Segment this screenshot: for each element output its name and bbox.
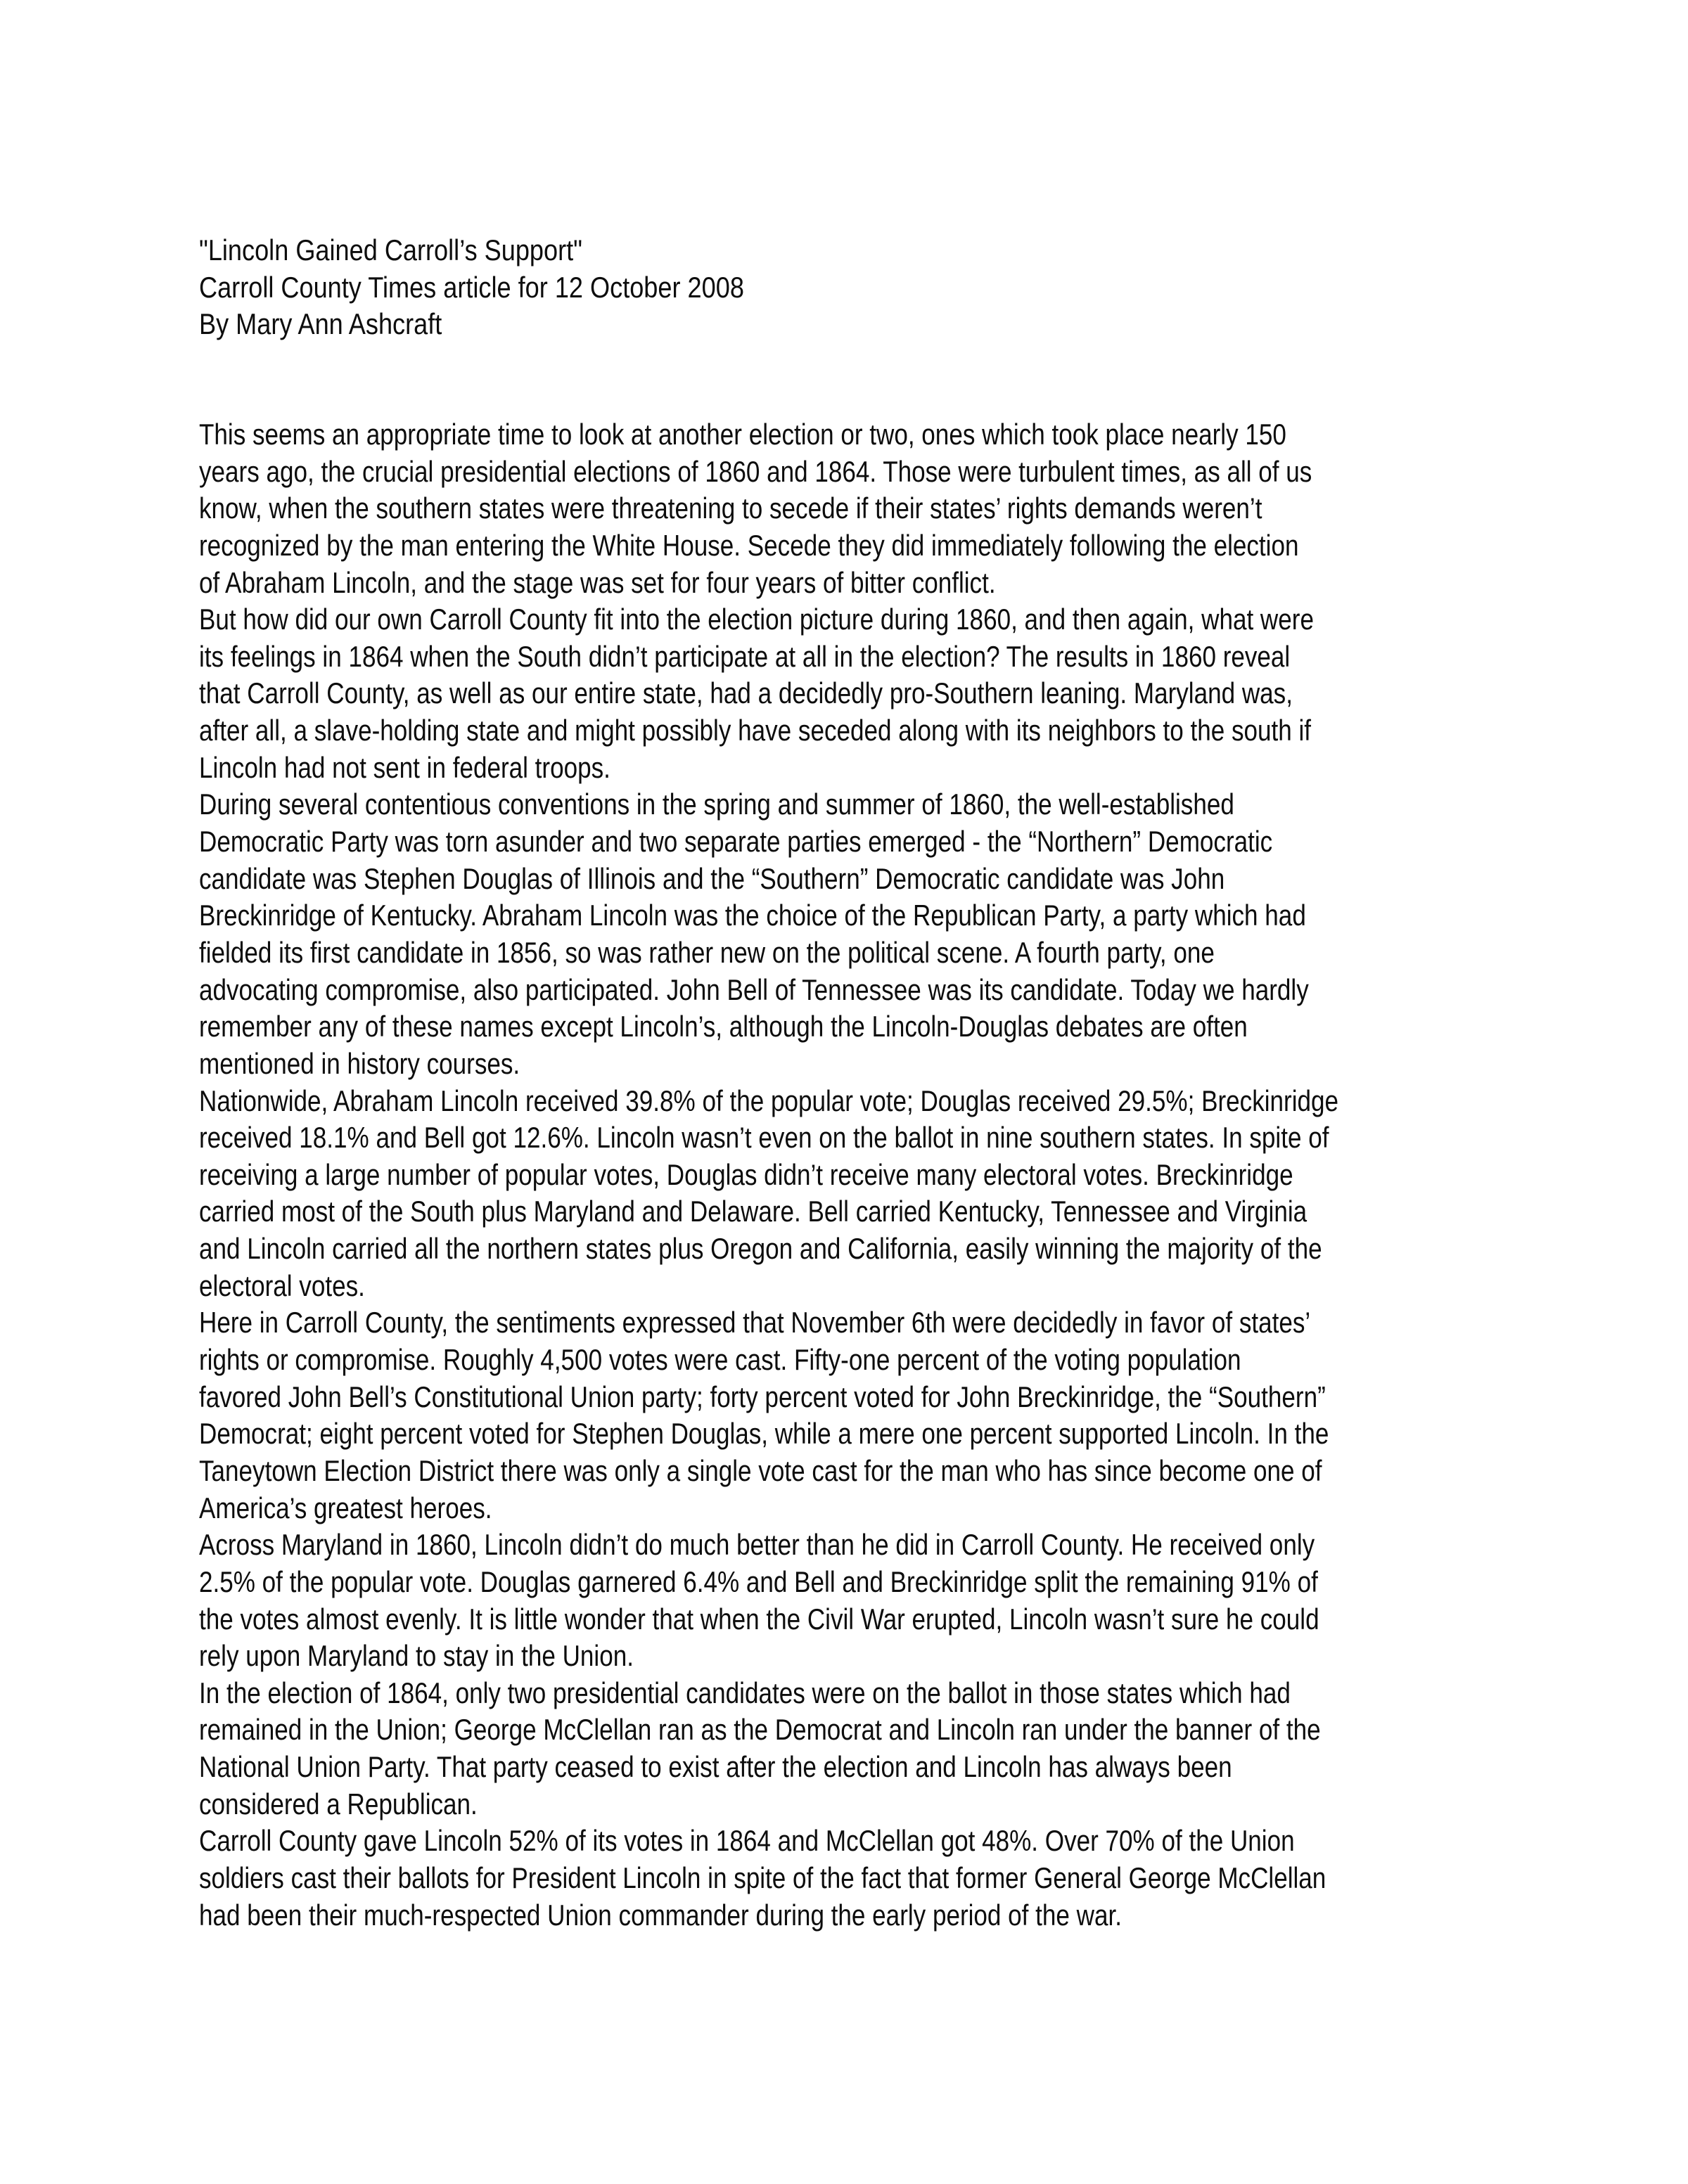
text-line: During several contentious conventions in the spring and summer of 1860, the well-established — [199, 788, 1234, 821]
text-line: the votes almost evenly. It is little wonder that when the Civil War erupted, Lincoln wasn’t sure he could — [199, 1602, 1319, 1636]
text-line: after all, a slave-holding state and might possibly have seceded along with its neighbors to the south if — [199, 714, 1312, 747]
text-line: had been their much-respected Union commander during the early period of the war. — [199, 1898, 1122, 1932]
text-line: mentioned in history courses. — [199, 1046, 520, 1080]
text-line: remained in the Union; George McClellan ran as the Democrat and Lincoln ran under the banner of the — [199, 1713, 1321, 1747]
text-line: 2.5% of the popular vote. Douglas garnered 6.4% and Bell and Breckinridge split the remaining 91% of — [199, 1565, 1318, 1598]
text-line: electoral votes. — [199, 1268, 365, 1302]
text-line: In the election of 1864, only two presidential candidates were on the ballot in those states which had — [199, 1676, 1291, 1709]
paragraph-carroll-results-1860 — [199, 1304, 1564, 1527]
article-title: "Lincoln Gained Carroll’s Support" — [199, 233, 582, 266]
article-body — [199, 416, 1564, 1934]
text-line: Here in Carroll County, the sentiments expressed that November 6th were decidedly in favor of states’ — [199, 1306, 1311, 1340]
text-line: its feelings in 1864 when the South didn’t participate at all in the election? The results in 1860 reveal — [199, 639, 1291, 673]
text-line: Taneytown Election District there was only a single vote cast for the man who has since become one of — [199, 1453, 1322, 1487]
text-line: and Lincoln carried all the northern states plus Oregon and California, easily winning the majority of the — [199, 1232, 1322, 1266]
text-line: Lincoln had not sent in federal troops. — [199, 750, 610, 784]
text-line: National Union Party. That party ceased to exist after the election and Lincoln has always been — [199, 1750, 1232, 1784]
paragraph-conventions-1860 — [199, 786, 1564, 1082]
text-line: But how did our own Carroll County fit into the election picture during 1860, and then again, what were — [199, 603, 1314, 636]
text-line: Democratic Party was torn asunder and two separate parties emerged - the “Northern” Democratic — [199, 825, 1273, 859]
text-line: fielded its first candidate in 1856, so was rather new on the political scene. A fourth party, one — [199, 935, 1215, 969]
text-line: Democrat; eight percent voted for Stephen Douglas, while a mere one percent supported Lincoln. In the — [199, 1417, 1329, 1451]
text-line: that Carroll County, as well as our entire state, had a decidedly pro-Southern leaning. Maryland was, — [199, 676, 1293, 710]
text-line: of Abraham Lincoln, and the stage was set for four years of bitter conflict. — [199, 565, 996, 599]
text-line: rights or compromise. Roughly 4,500 votes were cast. Fifty-one percent of the voting population — [199, 1343, 1241, 1377]
text-line: receiving a large number of popular votes, Douglas didn’t receive many electoral votes. Breckinridge — [199, 1157, 1293, 1191]
publication-line: Carroll County Times article for 12 October 2008 — [199, 270, 744, 304]
text-line: Across Maryland in 1860, Lincoln didn’t do much better than he did in Carroll County. He received only — [199, 1528, 1315, 1562]
text-line: Breckinridge of Kentucky. Abraham Lincoln was the choice of the Republican Party, a party which had — [199, 899, 1306, 932]
paragraph-election-1864 — [199, 1675, 1564, 1823]
text-line: years ago, the crucial presidential elections of 1860 and 1864. Those were turbulent times, as all of us — [199, 454, 1312, 488]
paragraph-intro — [199, 416, 1564, 601]
text-line: rely upon Maryland to stay in the Union. — [199, 1639, 634, 1673]
byline: By Mary Ann Ashcraft — [199, 307, 442, 341]
text-line: Carroll County gave Lincoln 52% of its votes in 1864 and McClellan got 48%. Over 70% of the Union — [199, 1824, 1295, 1858]
text-line: Nationwide, Abraham Lincoln received 39.8% of the popular vote; Douglas received 29.5%; Breckinridge — [199, 1084, 1339, 1117]
text-line: received 18.1% and Bell got 12.6%. Lincoln wasn’t even on the ballot in nine southern states. In spite of — [199, 1121, 1329, 1155]
text-line: considered a Republican. — [199, 1787, 478, 1820]
text-line: soldiers cast their ballots for President Lincoln in spite of the fact that former General George McClellan — [199, 1861, 1326, 1894]
text-line: favored John Bell’s Constitutional Union party; forty percent voted for John Breckinridge, the “Southern” — [199, 1380, 1326, 1413]
text-line: know, when the southern states were threatening to secede if their states’ rights demands weren’t — [199, 492, 1262, 525]
paragraph-maryland-results-1860 — [199, 1527, 1564, 1675]
text-line: America’s greatest heroes. — [199, 1491, 492, 1524]
paragraph-carroll-1860-question — [199, 601, 1564, 786]
article-header — [199, 232, 833, 343]
text-line: carried most of the South plus Maryland and Delaware. Bell carried Kentucky, Tennessee and Virginia — [199, 1195, 1307, 1228]
text-line: This seems an appropriate time to look at another election or two, ones which took place nearly 150 — [199, 418, 1286, 451]
text-line: remember any of these names except Lincoln’s, although the Lincoln-Douglas debates are often — [199, 1010, 1248, 1043]
paragraph-nationwide-results — [199, 1083, 1564, 1305]
text-line: candidate was Stephen Douglas of Illinois and the “Southern” Democratic candidate was John — [199, 861, 1225, 895]
paragraph-carroll-results-1864 — [199, 1823, 1564, 1934]
text-line: recognized by the man entering the White House. Secede they did immediately following the election — [199, 528, 1299, 562]
text-line: advocating compromise, also participated. John Bell of Tennessee was its candidate. Today we hardly — [199, 972, 1309, 1006]
